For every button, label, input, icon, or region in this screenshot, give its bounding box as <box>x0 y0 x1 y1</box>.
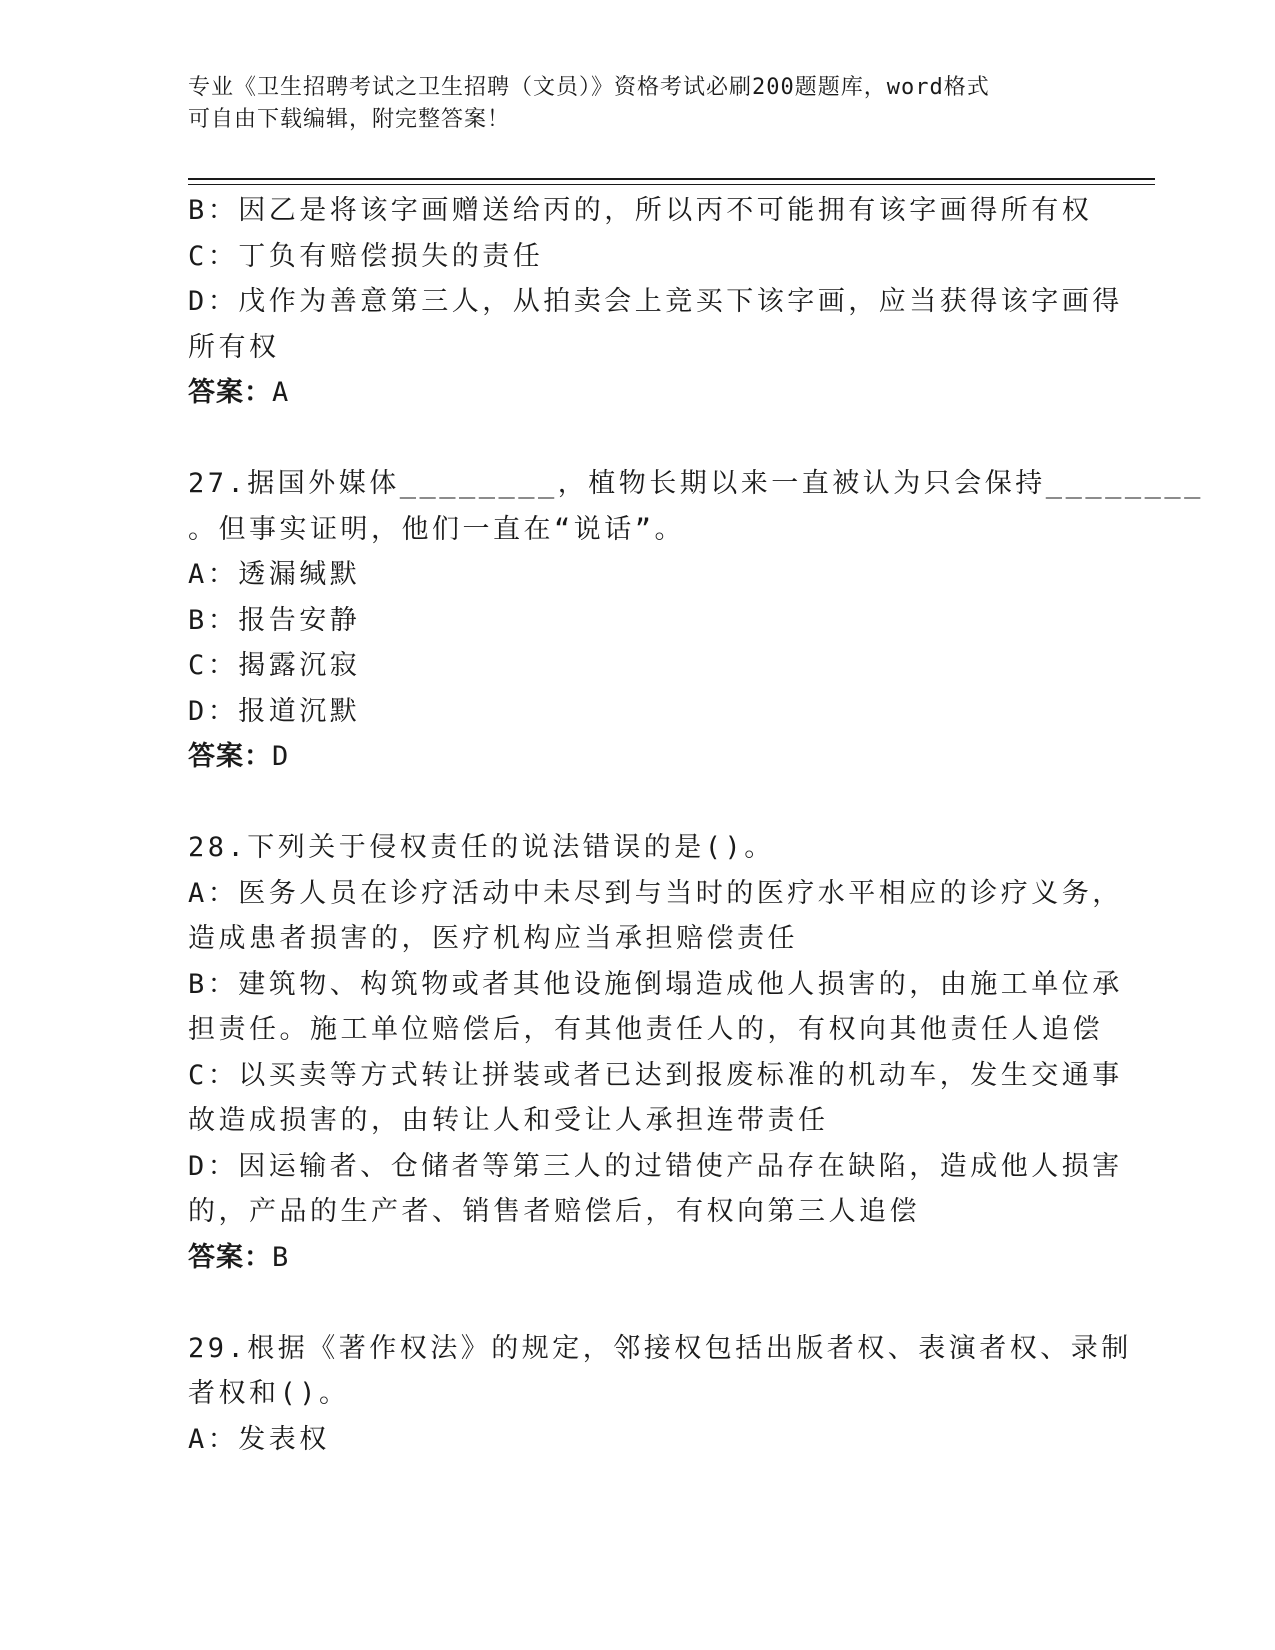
question-list <box>188 188 1204 1462</box>
option-line: 担责任。施工单位赔偿后，有其他责任人的，有权向其他责任人追偿 <box>188 1014 1103 1045</box>
option-line: D：报道沉默 <box>188 695 361 727</box>
option-line: 的，产品的生产者、销售者赔偿后，有权向第三人追偿 <box>188 1196 920 1227</box>
answer-label: 答案： <box>188 1241 272 1273</box>
header-line-1: 专业《卫生招聘考试之卫生招聘（文员）》资格考试必刷200题题库，word格式 <box>188 75 990 100</box>
answer-line <box>188 370 1088 416</box>
answer-value: D <box>272 741 290 772</box>
question-stem: 。但事实证明，他们一直在“说话”。 <box>188 513 686 545</box>
spacer <box>188 780 1088 826</box>
option-line: A：透漏缄默 <box>188 559 361 590</box>
answer-label: 答案： <box>188 377 272 408</box>
header-rule-thick <box>188 178 1155 180</box>
answer-line <box>188 734 1088 780</box>
option-line: B：建筑物、构筑物或者其他设施倒塌造成他人损害的，由施工单位承 <box>188 968 1123 1000</box>
answer-label: 答案： <box>188 741 272 772</box>
option-line: B：报告安静 <box>188 604 361 636</box>
question-29 <box>188 1326 1132 1463</box>
option-line: C：丁负有赔偿损失的责任 <box>188 240 544 272</box>
answer-line <box>188 1235 1088 1281</box>
answer-value: B <box>272 1241 290 1273</box>
question-26-continued <box>188 188 1123 416</box>
spacer <box>188 416 1088 462</box>
option-line: A：发表权 <box>188 1423 330 1455</box>
option-line: 所有权 <box>188 331 280 363</box>
document-header <box>188 72 1068 136</box>
question-stem: 29.根据《著作权法》的规定，邻接权包括出版者权、表演者权、录制 <box>188 1332 1132 1364</box>
option-line: D：因运输者、仓储者等第三人的过错使产品存在缺陷，造成他人损害 <box>188 1150 1123 1182</box>
question-27 <box>188 461 1204 780</box>
option-line: A：医务人员在诊疗活动中未尽到与当时的医疗水平相应的诊疗义务， <box>188 877 1123 909</box>
question-stem: 者权和()。 <box>188 1378 350 1409</box>
question-stem: 27.据国外媒体________，植物长期以来一直被认为只会保持________ <box>188 468 1204 499</box>
option-line: D：戊作为善意第三人，从拍卖会上竞买下该字画，应当获得该字画得 <box>188 286 1123 317</box>
option-line: 造成患者损害的，医疗机构应当承担赔偿责任 <box>188 923 798 954</box>
header-rule-thin <box>188 184 1155 185</box>
question-28 <box>188 825 1123 1280</box>
spacer <box>188 1280 1088 1326</box>
answer-value: A <box>272 377 290 408</box>
option-line: 故造成损害的，由转让人和受让人承担连带责任 <box>188 1105 829 1136</box>
option-line: C：以买卖等方式转让拼装或者已达到报废标准的机动车，发生交通事 <box>188 1059 1123 1091</box>
option-line: B：因乙是将该字画赠送给丙的，所以丙不可能拥有该字画得所有权 <box>188 195 1093 226</box>
option-line: C：揭露沉寂 <box>188 650 361 681</box>
header-line-2: 可自由下载编辑，附完整答案！ <box>188 107 511 132</box>
question-stem: 28.下列关于侵权责任的说法错误的是()。 <box>188 832 775 863</box>
